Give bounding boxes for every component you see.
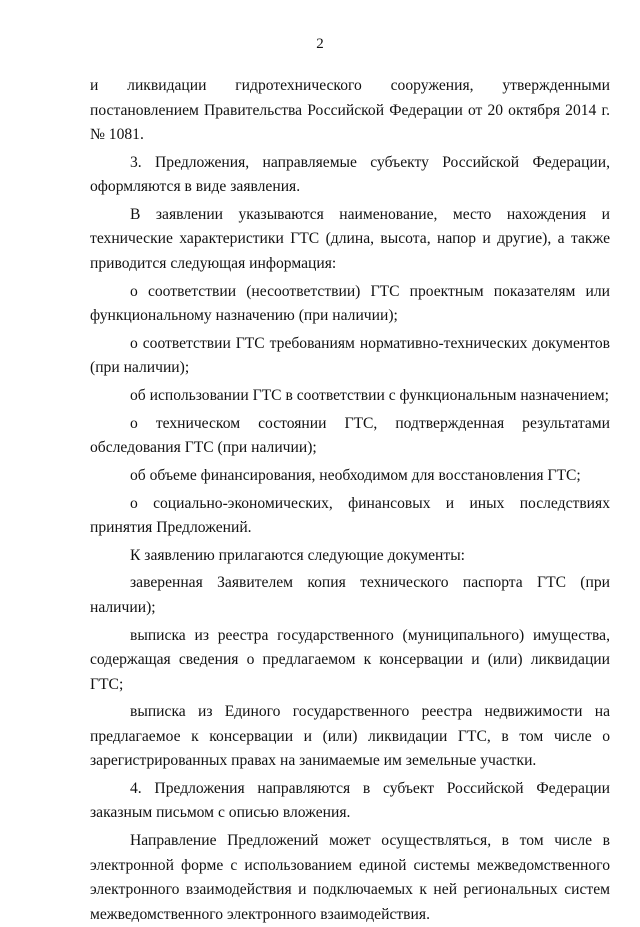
paragraph-electronic-submission: Направление Предложений может осуществляться, в том числе в электронной форме с использованием единой системы межведомственного электронного взаимодействия и подключаемых к ней региональных систем межведомственного электронного взаимодействия. bbox=[90, 832, 610, 923]
paragraph-attachment-passport: заверенная Заявителем копия технического паспорта ГТС (при наличии); bbox=[90, 574, 610, 616]
paragraph-item-4: 4. Предложения направляются в субъект Российской Федерации заказным письмом с описью вложения. bbox=[90, 779, 610, 822]
page-number: 2 bbox=[316, 36, 324, 52]
paragraph-info-compliance: о соответствии (несоответствии) ГТС проектным показателям или функциональному назначению (при наличии); bbox=[90, 282, 610, 325]
document-body bbox=[90, 74, 610, 927]
paragraph-info-financing: об объеме финансирования, необходимом для восстановления ГТС; bbox=[130, 466, 581, 484]
paragraph-attachments-intro: К заявлению прилагаются следующие документы: bbox=[130, 546, 466, 564]
paragraph-attachment-real-estate-register: выписка из Единого государственного реестра недвижимости на предлагаемое к консервации и (или) ликвидации ГТС, в том числе о зарегистрированных правах на занимаемые им земельные участки. bbox=[90, 703, 610, 770]
paragraph-continuation: и ликвидации гидротехнического сооружения, утвержденными постановлением Правительства Российской Федерации от 20 октября 2014 г. № 1081. bbox=[90, 77, 610, 143]
paragraph-attachment-property-register: выписка из реестра государственного (муниципального) имущества, содержащая сведения о предлагаемом к консервации и (или) ликвидации ГТС; bbox=[90, 626, 610, 693]
paragraph-item-3: 3. Предложения, направляемые субъекту Российской Федерации, оформляются в виде заявления. bbox=[90, 153, 610, 196]
paragraph-application-contents: В заявлении указываются наименование, место нахождения и технические характеристики ГТС (длина, высота, напор и другие), а также приводится следующая информация: bbox=[90, 205, 610, 272]
paragraph-info-technical-state: о техническом состоянии ГТС, подтвержденная результатами обследования ГТС (при наличии); bbox=[90, 414, 610, 457]
paragraph-info-usage: об использовании ГТС в соответствии с функциональным назначением; bbox=[130, 386, 609, 404]
paragraph-info-consequences: о социально-экономических, финансовых и иных последствиях принятия Предложений. bbox=[90, 494, 610, 536]
paragraph-info-normative: о соответствии ГТС требованиям нормативно-технических документов (при наличии); bbox=[90, 334, 610, 377]
